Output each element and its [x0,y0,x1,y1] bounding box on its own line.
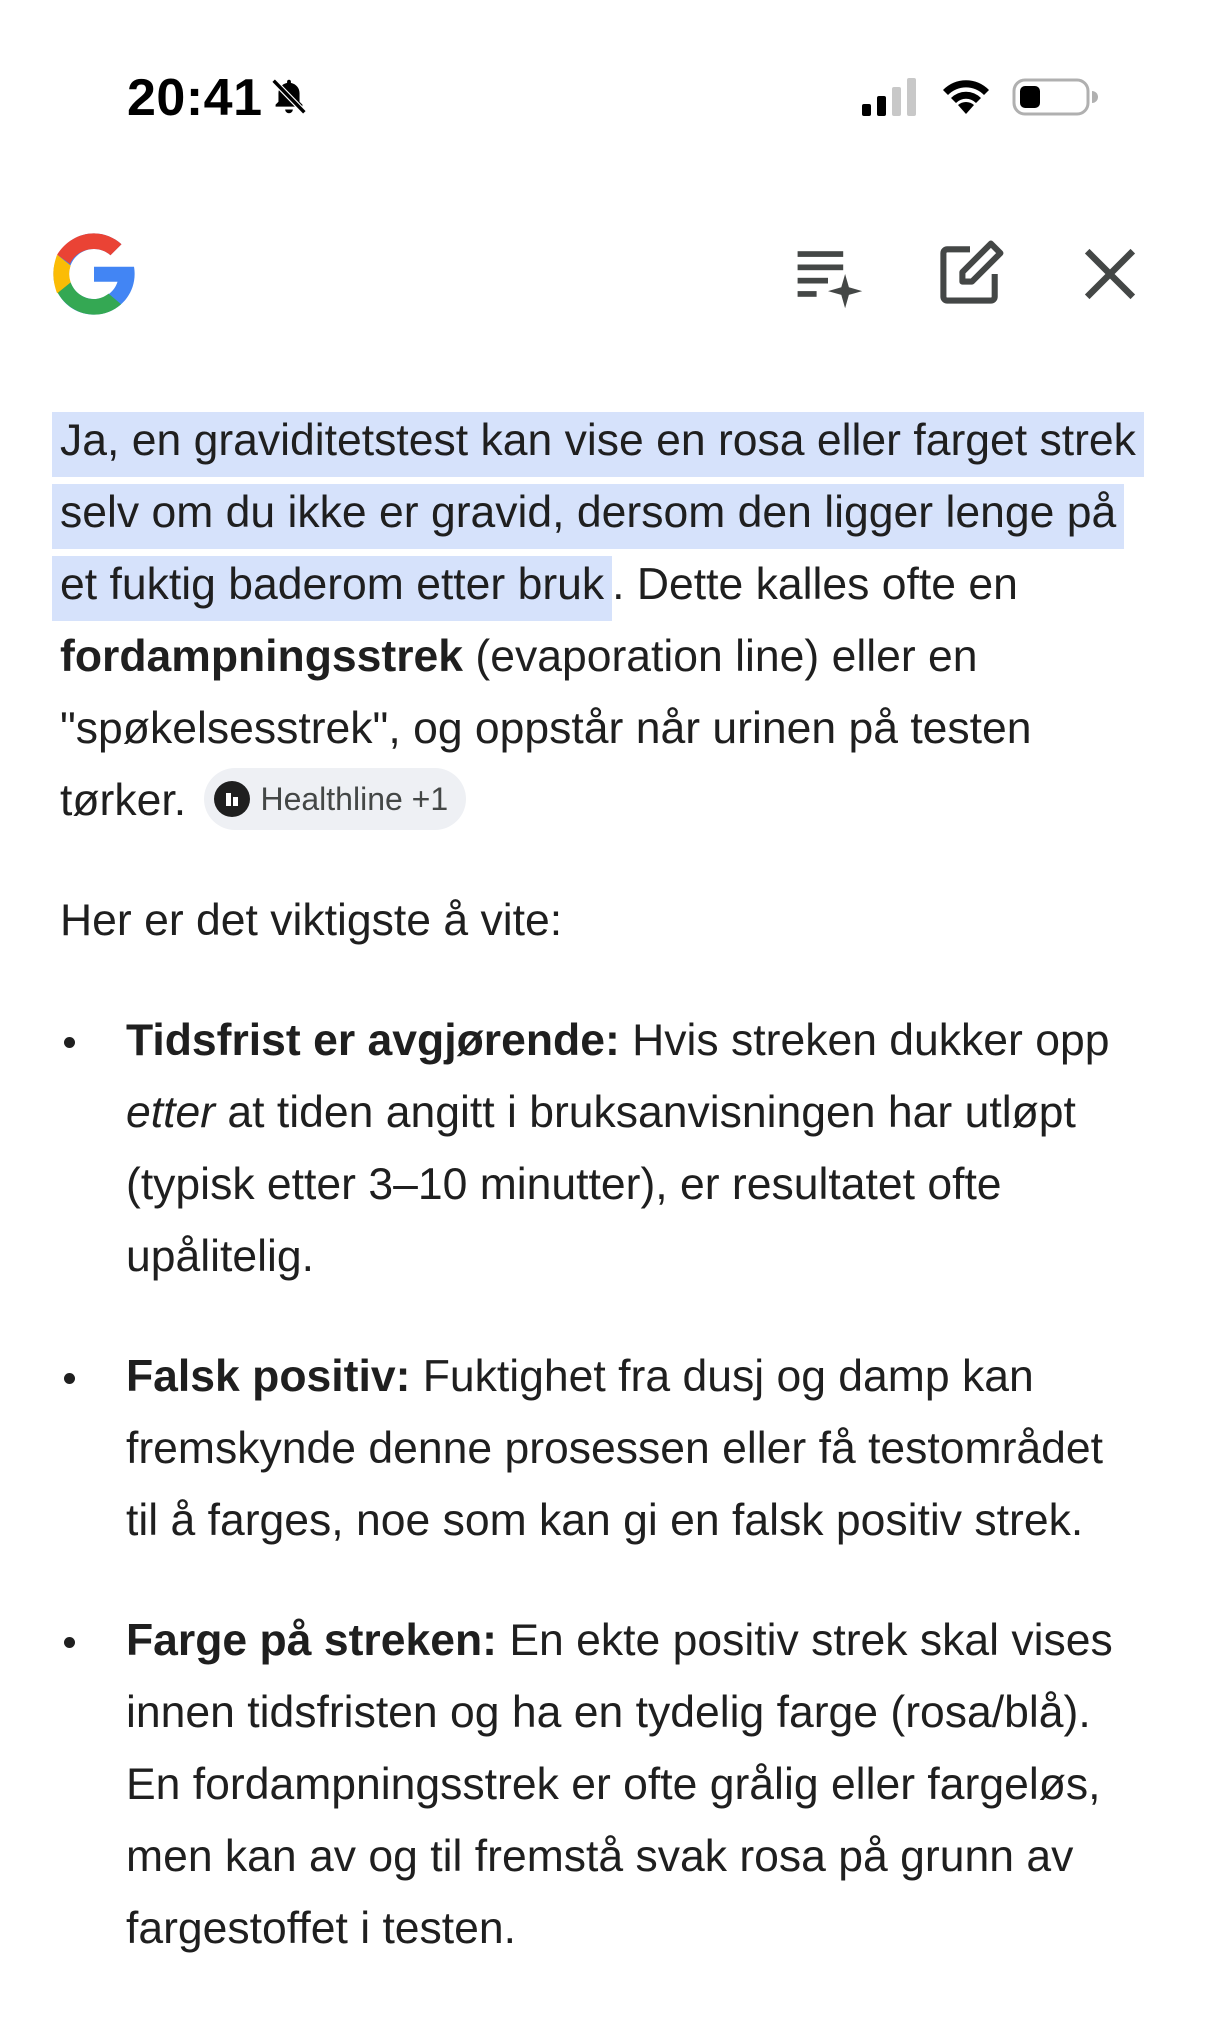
list-item-title: Farge på streken: [126,1616,497,1665]
list-item [60,1341,1146,1557]
cellular-signal-icon [860,76,920,118]
ai-answer [60,405,1146,2013]
answer-text-rest: (evaporation line) eller en "spøkelsesstrek", og oppstår når urinen på testen tørker. [60,632,1032,825]
sparkle-list-icon [790,236,866,312]
answer-text: . Dette kalles ofte en [612,560,1018,609]
answer-term: fordampningsstrek [60,632,464,681]
battery-icon [1012,76,1098,118]
close-icon [1072,236,1148,312]
google-g-icon [44,224,144,324]
list-item-text: at tiden angitt i bruksanvisningen har utløpt (typisk etter 3–10 minutter), er resultatet ofte upålitelig. [126,1088,1076,1281]
highlighted-text: Ja, en graviditetstest kan vise en rosa eller farget strek selv om du ikke er gravid, dersom den ligger lenge på et fuktig baderom etter bruk [52,412,1144,621]
edit-icon [932,236,1008,312]
list-item-text: En ekte positiv strek skal vises innen tidsfristen og ha en tydelig farge (rosa/blå). En fordampningsstrek er ofte grålig eller fargeløs, men kan av og til fremstå svak rosa på grunn av fargestoffet i testen. [126,1616,1113,1953]
source-chip-label: Healthline +1 [260,781,449,818]
list-item-text: Fuktighet fra dusj og damp kan fremskynde denne prosessen eller få testområdet til å farges, noe som kan gi en falsk positiv strek. [126,1352,1104,1545]
list-item-emphasis: etter [126,1088,216,1137]
close-button[interactable] [1072,236,1148,312]
app-header [0,200,1206,360]
list-item-title: Falsk positiv: [126,1352,411,1401]
status-time: 20:41 [127,69,263,127]
list-item-text: Hvis streken dukker opp [619,1016,1110,1065]
answer-paragraph [60,405,1146,837]
source-chip[interactable] [204,768,466,830]
sparkle-list-button[interactable] [790,236,866,312]
status-bar [0,0,1206,190]
intro-text: Her er det viktigste å vite: [60,896,563,945]
list-item [60,1005,1146,1293]
wifi-icon [938,74,994,118]
bullet-list [60,1005,1146,1965]
bell-muted-icon [266,74,312,120]
source-icon [214,781,250,817]
list-item [60,1605,1146,1965]
edit-button[interactable] [932,236,1008,312]
list-item-title: Tidsfrist er avgjørende: [126,1016,620,1065]
